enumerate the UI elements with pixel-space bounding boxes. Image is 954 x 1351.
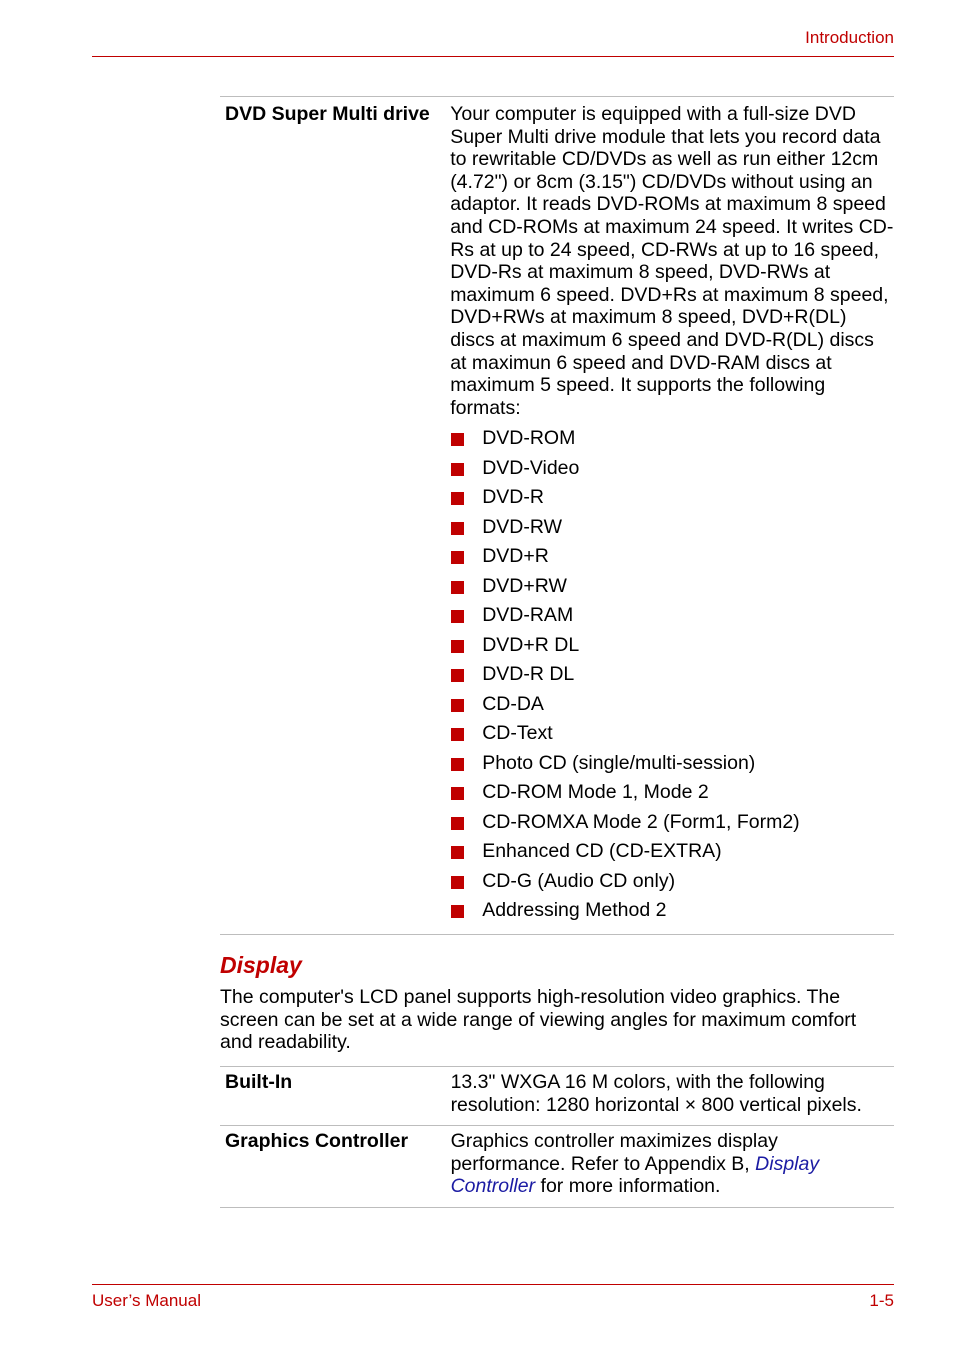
table-row bbox=[220, 97, 894, 935]
display-spec-table bbox=[220, 1066, 894, 1208]
list-item bbox=[450, 604, 894, 634]
format-label: CD-DA bbox=[482, 692, 544, 715]
format-label: CD-Text bbox=[482, 722, 553, 745]
dvd-spec-table bbox=[220, 96, 894, 935]
spec-label: Graphics Controller bbox=[225, 1130, 409, 1153]
section-paragraph: The computer's LCD panel supports high-resolution video graphics. The screen can be set at a wide range of viewing angles for maximum comfort and readability. bbox=[220, 986, 857, 1054]
list-item bbox=[450, 663, 894, 693]
format-label: DVD+R bbox=[482, 545, 549, 568]
page-number: 1-5 bbox=[869, 1291, 894, 1310]
square-bullet-icon bbox=[451, 492, 464, 505]
square-bullet-icon bbox=[451, 728, 464, 741]
format-list bbox=[450, 427, 894, 929]
format-label: DVD+R DL bbox=[482, 633, 580, 656]
spec-label: DVD Super Multi drive bbox=[225, 103, 430, 125]
square-bullet-icon bbox=[451, 581, 464, 594]
square-bullet-icon bbox=[451, 876, 464, 889]
list-item bbox=[450, 634, 894, 664]
spec-description bbox=[451, 1126, 894, 1208]
list-item bbox=[450, 457, 894, 487]
spec-description-cell bbox=[450, 97, 894, 935]
list-item bbox=[450, 693, 894, 723]
section-heading: Display bbox=[220, 952, 302, 978]
format-label: CD-ROMXA Mode 2 (Form1, Form2) bbox=[482, 810, 800, 833]
list-item bbox=[450, 840, 894, 870]
list-item bbox=[450, 575, 894, 605]
square-bullet-icon bbox=[451, 699, 464, 712]
square-bullet-icon bbox=[451, 522, 464, 535]
spec-description: Your computer is equipped with a full-size DVD Super Multi drive module that lets you record data to rewritable CD/DVDs as well as run either 12cm (4.72") or 8cm (3.15") CD/DVDs without using an adaptor. It reads DVD-ROMs at maximum 8 speed and CD-ROMs at maximum 24 speed. It writes CD-Rs at up to 24 speed, CD-RWs at up to 16 speed, DVD-Rs at maximum 8 speed, DVD-RWs at maximum 6 speed. DVD+Rs at maximum 8 speed, DVD+RWs at maximum 8 speed, DVD+R(DL) discs at maximum 6 speed and DVD-R(DL) discs at maximun 6 speed and DVD-RAM discs at maximum 5 speed. It supports the following formats: bbox=[450, 103, 894, 419]
list-item bbox=[450, 545, 894, 575]
list-item bbox=[450, 516, 894, 546]
list-item bbox=[450, 781, 894, 811]
list-item bbox=[450, 486, 894, 516]
square-bullet-icon bbox=[451, 433, 464, 446]
list-item bbox=[450, 811, 894, 841]
header-divider bbox=[92, 56, 894, 57]
square-bullet-icon bbox=[451, 846, 464, 859]
format-label: DVD+RW bbox=[482, 574, 567, 597]
square-bullet-icon bbox=[451, 817, 464, 830]
list-item bbox=[450, 870, 894, 900]
format-label: CD-G (Audio CD only) bbox=[482, 869, 676, 892]
spec-description: 13.3" WXGA 16 M colors, with the following resolution: 1280 horizontal × 800 vertical pixels. bbox=[450, 1071, 862, 1116]
square-bullet-icon bbox=[451, 551, 464, 564]
running-header: Introduction bbox=[805, 28, 894, 47]
square-bullet-icon bbox=[451, 758, 464, 771]
format-label: Addressing Method 2 bbox=[482, 899, 667, 922]
format-label: DVD-RW bbox=[482, 515, 562, 538]
description-text: for more information. bbox=[535, 1175, 721, 1198]
format-label: DVD-RAM bbox=[482, 604, 574, 627]
square-bullet-icon bbox=[451, 610, 464, 623]
format-label: CD-ROM Mode 1, Mode 2 bbox=[482, 781, 709, 804]
description-text: Graphics controller maximizes display performance. Refer to Appendix B, bbox=[450, 1130, 778, 1175]
square-bullet-icon bbox=[451, 905, 464, 918]
format-label: Enhanced CD (CD-EXTRA) bbox=[482, 840, 722, 863]
square-bullet-icon bbox=[451, 463, 464, 476]
footer-divider bbox=[92, 1284, 894, 1285]
format-label: DVD-R DL bbox=[482, 663, 575, 686]
square-bullet-icon bbox=[451, 669, 464, 682]
list-item bbox=[450, 427, 894, 457]
square-bullet-icon bbox=[451, 787, 464, 800]
format-label: DVD-R bbox=[482, 486, 544, 509]
format-label: DVD-Video bbox=[482, 456, 580, 479]
footer-manual-title: User’s Manual bbox=[92, 1291, 201, 1310]
table-row bbox=[220, 1126, 894, 1208]
format-label: DVD-ROM bbox=[482, 427, 576, 450]
list-item bbox=[450, 899, 894, 929]
square-bullet-icon bbox=[451, 640, 464, 653]
format-label: Photo CD (single/multi-session) bbox=[482, 751, 756, 774]
list-item bbox=[450, 752, 894, 782]
spec-label: Built-In bbox=[225, 1071, 293, 1093]
display-controller-link[interactable]: Display Controller bbox=[450, 1152, 820, 1198]
table-row bbox=[220, 1067, 894, 1126]
list-item bbox=[450, 722, 894, 752]
